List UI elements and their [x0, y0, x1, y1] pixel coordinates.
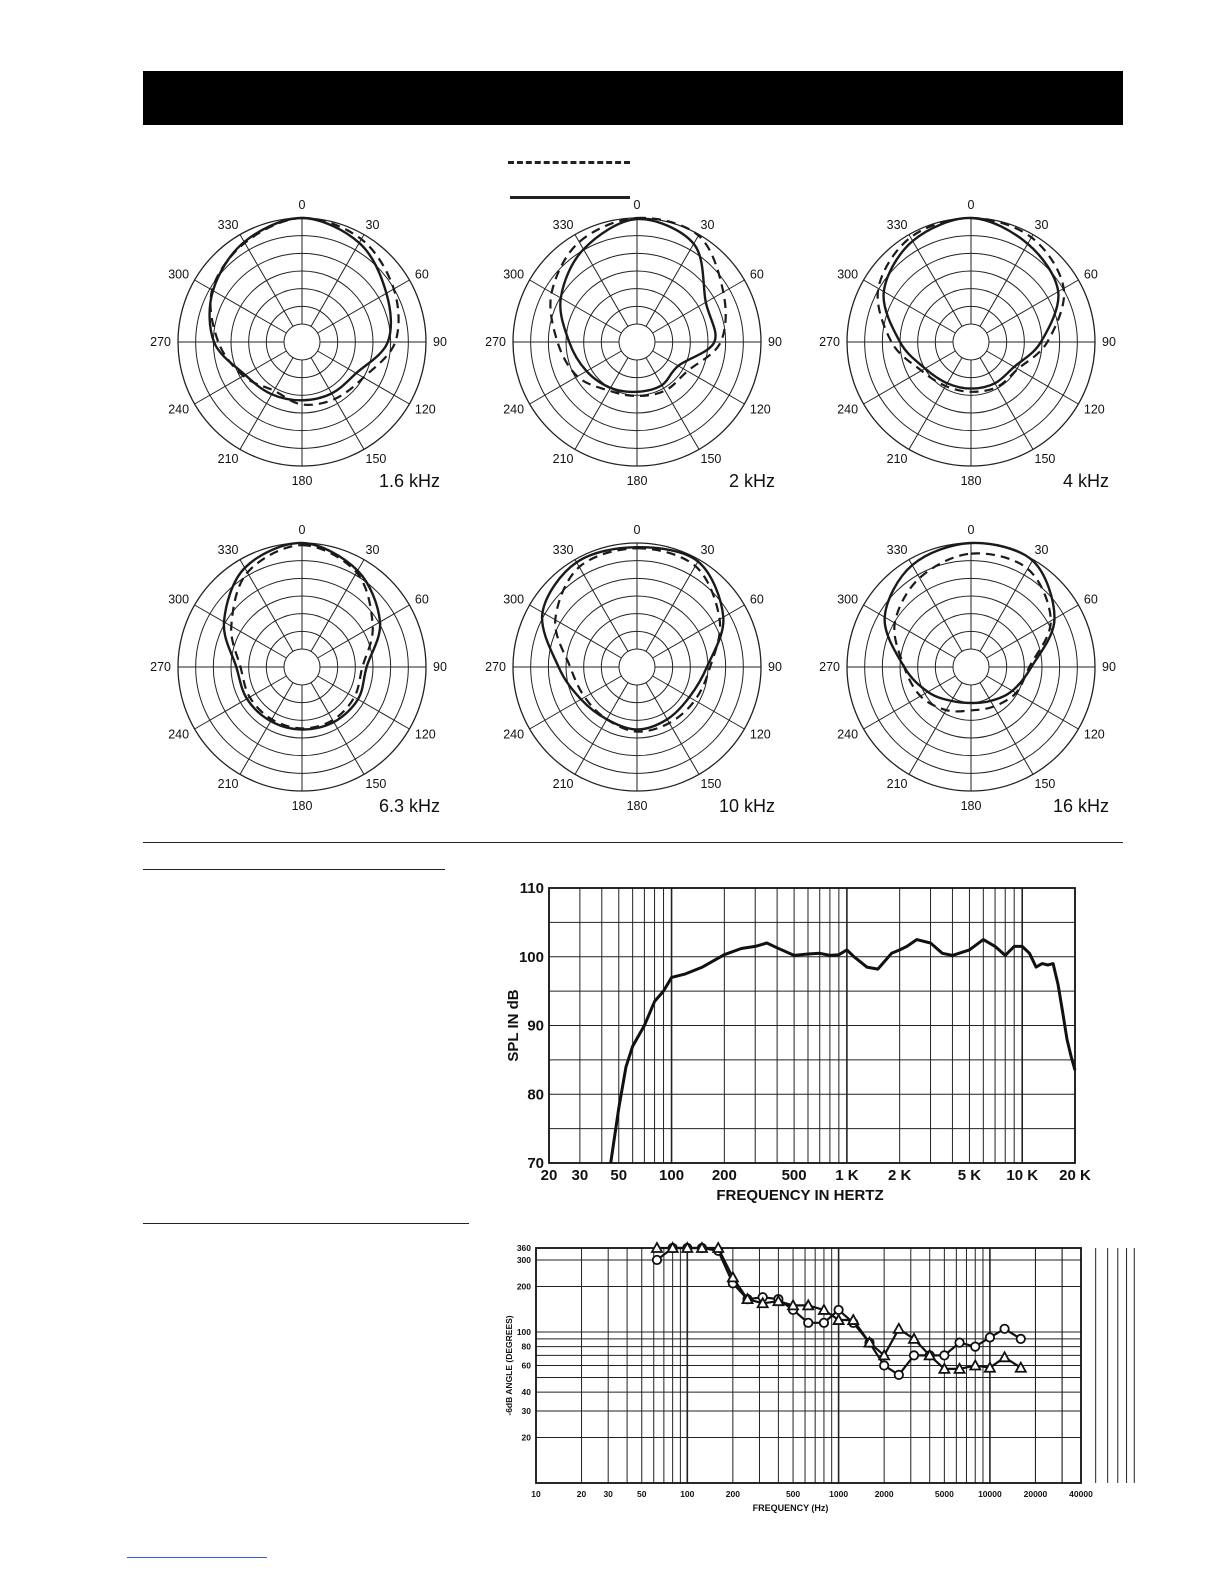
polar-angle-label: 210: [886, 776, 908, 791]
beam-x-tick-label: 40000: [1069, 1489, 1093, 1499]
polar-angle-label: 240: [168, 402, 190, 417]
beam-point-circle: [1017, 1335, 1025, 1343]
polar-angle-label: 30: [365, 543, 380, 558]
polar-angle-label: 330: [886, 543, 908, 558]
polar-angle-label: 30: [700, 543, 715, 558]
polar-angle-label: 240: [503, 727, 525, 742]
spl-y-tick-label: 110: [519, 880, 544, 897]
spl-y-tick-label: 80: [527, 1086, 544, 1104]
spl-y-tick-label: 70: [527, 1155, 544, 1172]
polar-angle-label: 210: [217, 776, 239, 791]
polar-angle-label: 120: [1083, 402, 1105, 417]
beam-y-tick-label: 40: [521, 1387, 531, 1398]
polar-angle-label: 150: [700, 451, 722, 466]
spl-x-tick-label: 500: [781, 1167, 807, 1184]
beam-x-tick-label: 2000: [874, 1489, 894, 1499]
polar-angle-label: 90: [1102, 660, 1116, 674]
polar-angle-label: 150: [1034, 451, 1056, 466]
polar-angle-label: 30: [700, 218, 715, 233]
polar-angle-label: 90: [433, 335, 447, 349]
spl-x-tick-label: 30: [571, 1167, 589, 1184]
spl-x-tick-label: 20: [540, 1167, 558, 1184]
polar-angle-label: 330: [886, 218, 908, 233]
polar-angle-label: 180: [291, 474, 313, 488]
beam-point-circle: [880, 1361, 888, 1369]
polar-angle-label: 180: [960, 474, 982, 488]
polar-frequency-label: 4 kHz: [1062, 471, 1109, 491]
polar-angle-label: 210: [886, 451, 908, 466]
polar-angle-label: 60: [1083, 267, 1098, 282]
beam-point-triangle: [1000, 1352, 1010, 1361]
polar-angle-label: 210: [217, 451, 239, 466]
spl-x-tick-label: 200: [711, 1167, 737, 1184]
beam-y-tick-label: 100: [516, 1327, 531, 1338]
polar-angle-label: 120: [1083, 727, 1105, 742]
spl-x-tick-label: 5 K: [957, 1167, 982, 1184]
beam-point-triangle: [848, 1315, 858, 1324]
polar-angle-label: 270: [485, 660, 506, 674]
polar-angle-label: 240: [168, 727, 190, 742]
spl-x-tick-label: 100: [659, 1167, 685, 1184]
beam-x-tick-label: 20: [576, 1489, 587, 1499]
beam-y-tick-label: 360: [516, 1243, 531, 1253]
polar-angle-label: 0: [967, 523, 975, 537]
spl-y-tick-label: 100: [518, 948, 544, 966]
beam-point-circle: [955, 1338, 963, 1346]
beam-x-tick-label: 10000: [978, 1489, 1002, 1499]
beam-point-triangle: [788, 1300, 798, 1309]
beam-point-triangle: [894, 1324, 904, 1333]
polar-angle-label: 150: [365, 776, 387, 791]
polar-angle-label: 90: [1102, 335, 1116, 349]
beam-point-circle: [971, 1342, 979, 1350]
spl-x-axis-label: FREQUENCY IN HERTZ: [716, 1187, 884, 1204]
beam-x-tick-label: 20000: [1023, 1489, 1048, 1499]
polar-angle-label: 300: [837, 592, 859, 607]
polar-frequency-label: 1.6 kHz: [378, 471, 440, 491]
spl-x-tick-label: 50: [610, 1167, 628, 1184]
beam-y-tick-label: 60: [521, 1360, 531, 1371]
spl-x-tick-label: 2 K: [887, 1167, 912, 1184]
beam-point-circle: [653, 1256, 661, 1264]
polar-angle-label: 270: [150, 660, 171, 674]
polar-angle-label: 0: [967, 198, 975, 212]
polar-angle-label: 60: [414, 592, 429, 607]
beam-point-triangle: [819, 1305, 829, 1314]
polar-angle-label: 60: [1083, 592, 1098, 607]
spl-y-tick-label: 90: [527, 1017, 544, 1035]
polar-angle-label: 270: [819, 335, 840, 349]
beam-point-circle: [1000, 1325, 1008, 1333]
polar-angle-label: 30: [1034, 543, 1049, 558]
polar-angle-label: 180: [960, 799, 982, 813]
polar-angle-label: 180: [626, 474, 648, 488]
beam-y-tick-label: 30: [521, 1405, 531, 1416]
polar-angle-label: 330: [217, 543, 239, 558]
polar-angle-label: 120: [749, 402, 771, 417]
beam-point-circle: [834, 1306, 842, 1314]
polar-angle-label: 240: [503, 402, 525, 417]
polar-angle-label: 150: [365, 451, 387, 466]
polar-angle-label: 270: [819, 660, 840, 674]
polar-angle-label: 210: [552, 451, 574, 466]
beam-chart: [504, 1243, 1134, 1513]
spl-x-tick-label: 10 K: [1006, 1167, 1039, 1184]
spl-x-tick-label: 1 K: [835, 1167, 859, 1184]
polar-angle-label: 0: [633, 523, 641, 537]
polar-angle-label: 0: [298, 198, 306, 212]
polar-angle-label: 0: [633, 198, 641, 212]
beam-point-triangle: [713, 1243, 723, 1252]
beam-y-axis-label: -6dB ANGLE (DEGREES): [504, 1315, 514, 1416]
beam-point-triangle: [652, 1243, 662, 1252]
polar-angle-label: 330: [217, 218, 239, 233]
polar-angle-label: 90: [433, 660, 447, 674]
beam-x-axis-label: FREQUENCY (Hz): [752, 1503, 829, 1513]
beam-x-tick-label: 200: [725, 1489, 740, 1499]
polar-angle-label: 30: [1034, 218, 1049, 233]
polar-angle-label: 120: [414, 402, 436, 417]
beam-x-tick-label: 1000: [829, 1489, 849, 1499]
polar-angle-label: 150: [1034, 776, 1056, 791]
polar-angle-label: 300: [503, 267, 525, 282]
beam-x-tick-label: 500: [785, 1489, 801, 1499]
polar-angle-label: 60: [414, 267, 429, 282]
polar-frequency-label: 2 kHz: [728, 471, 775, 491]
beam-y-tick-label: 300: [516, 1254, 531, 1265]
beam-point-circle: [910, 1351, 918, 1359]
beam-x-tick-label: 5000: [934, 1489, 954, 1499]
beam-point-triangle: [970, 1361, 980, 1370]
polar-frequency-label: 16 kHz: [1052, 796, 1109, 816]
polar-angle-label: 180: [291, 799, 313, 813]
beam-point-circle: [804, 1319, 812, 1327]
polar-angle-label: 270: [150, 335, 171, 349]
polar-angle-label: 90: [768, 660, 782, 674]
polar-frequency-label: 6.3 kHz: [378, 796, 440, 816]
spl-x-tick-label: 20 K: [1059, 1167, 1091, 1184]
polar-angle-label: 210: [552, 776, 574, 791]
polar-angle-label: 300: [503, 592, 525, 607]
polar-angle-label: 30: [365, 218, 380, 233]
beam-y-tick-label: 200: [516, 1281, 531, 1292]
polar-angle-label: 120: [749, 727, 771, 742]
polar-angle-label: 240: [837, 402, 859, 417]
polar-angle-label: 60: [749, 592, 764, 607]
beam-x-tick-label: 10: [531, 1489, 541, 1499]
polar-angle-label: 240: [837, 727, 859, 742]
beam-point-circle: [820, 1319, 828, 1327]
polar-angle-label: 300: [168, 592, 190, 607]
polar-angle-label: 270: [485, 335, 506, 349]
beam-point-circle: [895, 1371, 903, 1379]
polar-angle-label: 330: [552, 543, 574, 558]
beam-x-tick-label: 50: [637, 1489, 647, 1499]
polar-angle-label: 90: [768, 335, 782, 349]
polar-frequency-label: 10 kHz: [718, 796, 775, 816]
beam-y-tick-label: 20: [521, 1432, 531, 1443]
beam-point-circle: [940, 1351, 948, 1359]
polar-angle-label: 330: [552, 218, 574, 233]
polar-angle-label: 180: [626, 799, 648, 813]
beam-x-tick-label: 30: [603, 1489, 613, 1499]
beam-y-tick-label: 80: [521, 1341, 531, 1352]
beam-point-circle: [986, 1333, 994, 1341]
polar-angle-label: 150: [700, 776, 722, 791]
polar-angle-label: 0: [298, 523, 306, 537]
spl-y-axis-label: SPL IN dB: [505, 989, 522, 1062]
polar-angle-label: 300: [168, 267, 190, 282]
polar-angle-label: 300: [837, 267, 859, 282]
footer-link-rule[interactable]: [127, 1557, 267, 1558]
beam-point-triangle: [1016, 1363, 1026, 1372]
beam-x-tick-label: 100: [680, 1489, 695, 1499]
polar-angle-label: 120: [414, 727, 436, 742]
polar-angle-label: 60: [749, 267, 764, 282]
